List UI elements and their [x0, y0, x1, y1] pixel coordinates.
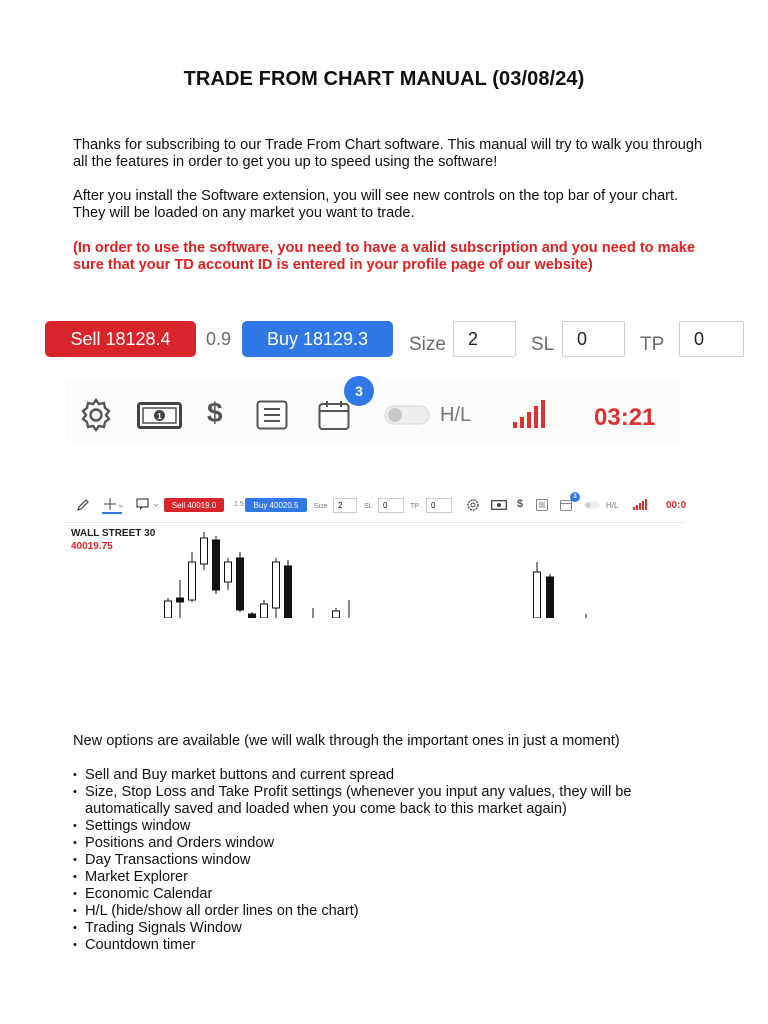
mini-toggle-icon[interactable]	[584, 501, 600, 509]
list-item: • Positions and Orders window	[73, 835, 713, 852]
feature-list	[73, 767, 713, 954]
list-item: • Settings window	[73, 818, 713, 835]
subscription-warning: (In order to use the software, you need to have a valid subscription and you need to make sure that your TD account ID is entered in your profile page of our website)	[73, 240, 695, 273]
candle	[237, 558, 244, 610]
mini-calendar-badge: 3	[570, 492, 580, 502]
intro-paragraph: Thanks for subscribing to our Trade From Chart software. This manual will try to walk you through all the features in order to get you up to speed using the software!	[73, 137, 703, 170]
mini-tp-input[interactable]: 0	[426, 498, 452, 513]
mini-spread: 1.5	[234, 501, 244, 508]
candle	[273, 562, 280, 608]
list-item: • Day Transactions window	[73, 852, 713, 869]
hl-label[interactable]: H/L	[440, 404, 472, 426]
calendar-badge: 3	[344, 376, 374, 406]
mini-hl-label[interactable]: H/L	[606, 501, 619, 510]
mini-signal-icon[interactable]	[633, 499, 649, 510]
candle	[201, 538, 208, 564]
mini-gear-icon[interactable]	[466, 498, 480, 512]
candle	[249, 614, 256, 618]
candle	[225, 562, 232, 582]
mini-cash-icon[interactable]	[491, 500, 507, 510]
toggle-icon[interactable]	[384, 404, 430, 426]
options-intro: New options are available (we will walk through the important ones in just a moment)	[73, 733, 620, 749]
candle	[547, 577, 554, 618]
mini-tp-label: TP	[410, 503, 419, 510]
list-item: • Countdown timer	[73, 937, 713, 954]
size-label: Size	[409, 334, 446, 355]
mini-size-label: Size	[314, 503, 328, 510]
crosshair-icon[interactable]	[102, 496, 124, 514]
mini-buy-button[interactable]: Buy 40020.5	[245, 498, 307, 512]
size-input[interactable]: 2	[453, 321, 516, 357]
list-item: • Trading Signals Window	[73, 920, 713, 937]
stop-loss-input[interactable]: 0	[562, 321, 625, 357]
mini-calendar-icon[interactable]	[560, 499, 572, 511]
candles	[64, 522, 686, 618]
mini-size-input[interactable]: 2	[333, 498, 357, 513]
candle	[189, 562, 196, 600]
comment-icon[interactable]	[136, 498, 162, 512]
sell-button[interactable]: Sell 18128.4	[45, 321, 196, 357]
cash-icon[interactable]	[137, 402, 182, 429]
list-item: • H/L (hide/show all order lines on the chart)	[73, 903, 713, 920]
countdown-timer: 03:21	[594, 404, 656, 431]
install-paragraph: After you install the Software extension, you will see new controls on the top bar of your chart. They will be loaded on any market you want to trade.	[73, 188, 679, 221]
document-title: TRADE FROM CHART MANUAL (03/08/24)	[183, 68, 585, 90]
candle	[261, 604, 268, 618]
list-icon[interactable]	[256, 400, 288, 430]
dollar-icon[interactable]: $	[207, 397, 223, 428]
candle	[333, 611, 340, 618]
spread-value: 0.9	[206, 329, 232, 349]
mini-sell-button[interactable]: Sell 40019.0	[164, 498, 224, 512]
mini-list-icon[interactable]	[536, 499, 548, 511]
calendar-icon[interactable]	[318, 400, 350, 431]
candle	[213, 540, 220, 590]
market-price: 40019.75	[71, 541, 113, 552]
list-item: • Economic Calendar	[73, 886, 713, 903]
mini-timer: 00:0	[666, 500, 686, 511]
candle	[165, 601, 172, 618]
svg-text:1: 1	[157, 412, 162, 421]
mini-sl-label: SL	[364, 503, 373, 510]
list-item: • Sell and Buy market buttons and current spread	[73, 767, 713, 784]
buy-button[interactable]: Buy 18129.3	[242, 321, 393, 357]
gear-icon[interactable]	[78, 397, 114, 433]
candle	[285, 566, 292, 618]
candle	[534, 572, 541, 618]
sl-label: SL	[531, 334, 555, 355]
market-name: WALL STREET 30	[71, 528, 156, 539]
tp-label: TP	[640, 334, 665, 355]
mini-dollar-icon[interactable]: $	[517, 498, 524, 510]
chart-screenshot	[64, 490, 686, 618]
signal-icon[interactable]	[512, 400, 550, 428]
pencil-icon[interactable]	[76, 498, 90, 512]
mini-sl-input[interactable]: 0	[378, 498, 404, 513]
take-profit-input[interactable]: 0	[679, 321, 744, 357]
list-item: • Market Explorer	[73, 869, 713, 886]
list-item: • Size, Stop Loss and Take Profit settings (whenever you input any values, they will be automatically saved and loaded when you come back to this market again)	[73, 784, 713, 818]
